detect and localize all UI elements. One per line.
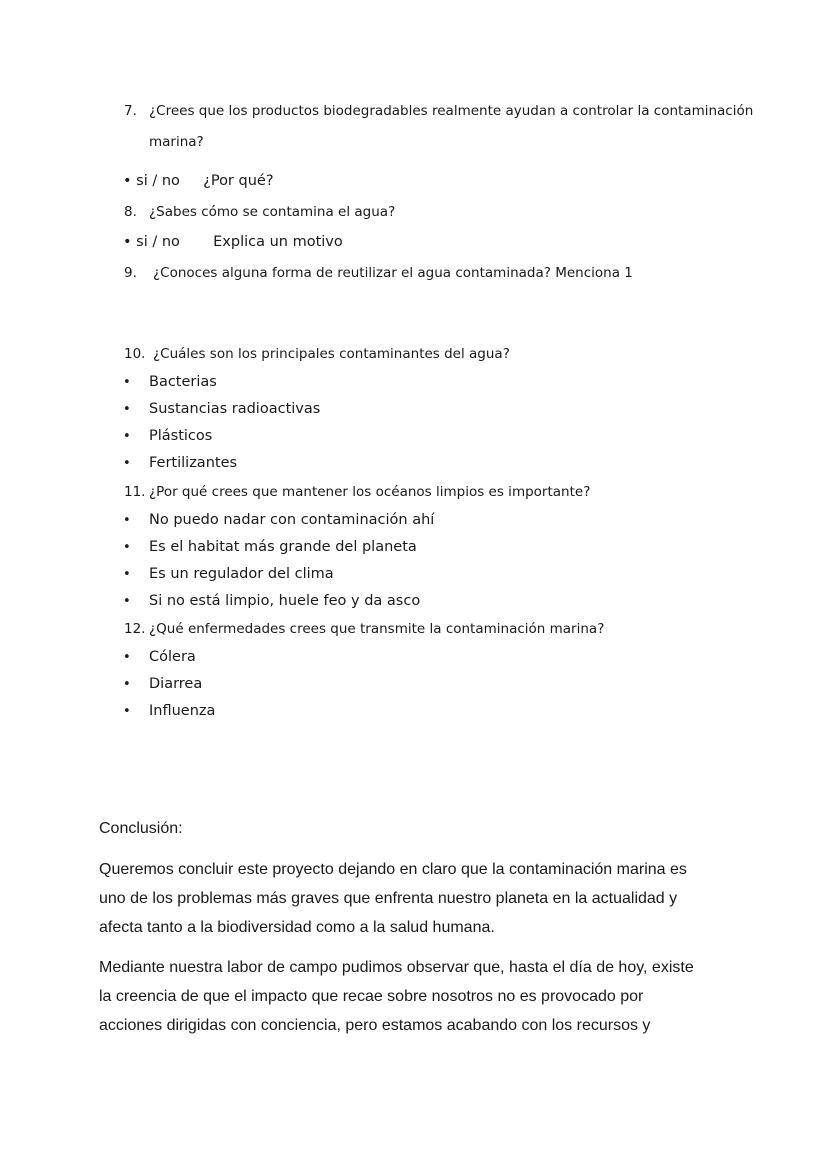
bullet-icon: • xyxy=(123,513,131,528)
yes-no-choice: • si / no xyxy=(123,234,180,250)
paragraph-line: uno de los problemas más graves que enfrenta nuestro planeta en la actualidad y xyxy=(99,890,678,907)
bullet-icon: • xyxy=(123,375,131,390)
conclusion-paragraph-1 xyxy=(99,855,739,942)
list-item: Es el habitat más grande del planeta xyxy=(149,539,417,555)
paragraph-line: Queremos concluir este proyecto dejando en claro que la contaminación marina es xyxy=(99,861,687,878)
question-7 xyxy=(124,103,753,119)
conclusion-paragraph-2 xyxy=(99,953,739,1040)
question-7-continuation: marina? xyxy=(149,134,204,150)
bullet-icon: • xyxy=(123,704,131,719)
list-item: Sustancias radioactivas xyxy=(149,401,321,417)
question-text: ¿Crees que los productos biodegradables realmente ayudan a controlar la contaminación xyxy=(149,103,754,119)
question-8 xyxy=(124,204,395,220)
question-text: ¿Qué enfermedades crees que transmite la contaminación marina? xyxy=(149,621,605,637)
question-text: ¿Cuáles son los principales contaminantes del agua? xyxy=(153,346,510,362)
bullet-icon: • xyxy=(123,402,131,417)
question-number: 10. xyxy=(124,346,146,362)
paragraph-line: la creencia de que el impacto que recae sobre nosotros no es provocado por xyxy=(99,988,644,1005)
question-number: 9. xyxy=(124,265,137,281)
list-item: No puedo nadar con contaminación ahí xyxy=(149,512,435,528)
answer-choice xyxy=(123,173,274,189)
question-text: ¿Por qué crees que mantener los océanos limpios es importante? xyxy=(149,484,591,500)
list-item: Plásticos xyxy=(149,428,213,444)
bullet-icon: • xyxy=(123,650,131,665)
bullet-icon: • xyxy=(123,540,131,555)
yes-no-choice: • si / no xyxy=(123,173,180,189)
question-text: ¿Conoces alguna forma de reutilizar el agua contaminada? Menciona 1 xyxy=(153,265,633,281)
paragraph-line: Mediante nuestra labor de campo pudimos observar que, hasta el día de hoy, existe xyxy=(99,959,694,976)
bullet-icon: • xyxy=(123,429,131,444)
question-number: 11. xyxy=(124,484,146,500)
list-item: Diarrea xyxy=(149,676,203,692)
question-10 xyxy=(124,346,510,362)
question-text: ¿Sabes cómo se contamina el agua? xyxy=(149,204,396,220)
question-number: 12. xyxy=(124,621,146,637)
bullet-icon: • xyxy=(123,594,131,609)
bullet-icon: • xyxy=(123,567,131,582)
question-number: 7. xyxy=(124,103,137,119)
bullet-icon: • xyxy=(123,456,131,471)
answer-choice xyxy=(123,234,343,250)
bullet-icon: • xyxy=(123,677,131,692)
paragraph-line: afecta tanto a la biodiversidad como a la salud humana. xyxy=(99,919,495,936)
conclusion-heading: Conclusión: xyxy=(99,820,183,837)
paragraph-line: acciones dirigidas con conciencia, pero estamos acabando con los recursos y xyxy=(99,1017,651,1034)
question-number: 8. xyxy=(124,204,137,220)
list-item: Es un regulador del clima xyxy=(149,566,334,582)
question-9 xyxy=(124,265,633,281)
question-12 xyxy=(124,621,604,637)
follow-up-prompt: Explica un motivo xyxy=(213,234,343,250)
list-item: Fertilizantes xyxy=(149,455,238,471)
follow-up-prompt: ¿Por qué? xyxy=(203,173,274,189)
list-item: Bacterias xyxy=(149,374,217,390)
question-11 xyxy=(124,484,590,500)
list-item: Influenza xyxy=(149,703,216,719)
list-item: Si no está limpio, huele feo y da asco xyxy=(149,593,421,609)
list-item: Cólera xyxy=(149,649,196,665)
